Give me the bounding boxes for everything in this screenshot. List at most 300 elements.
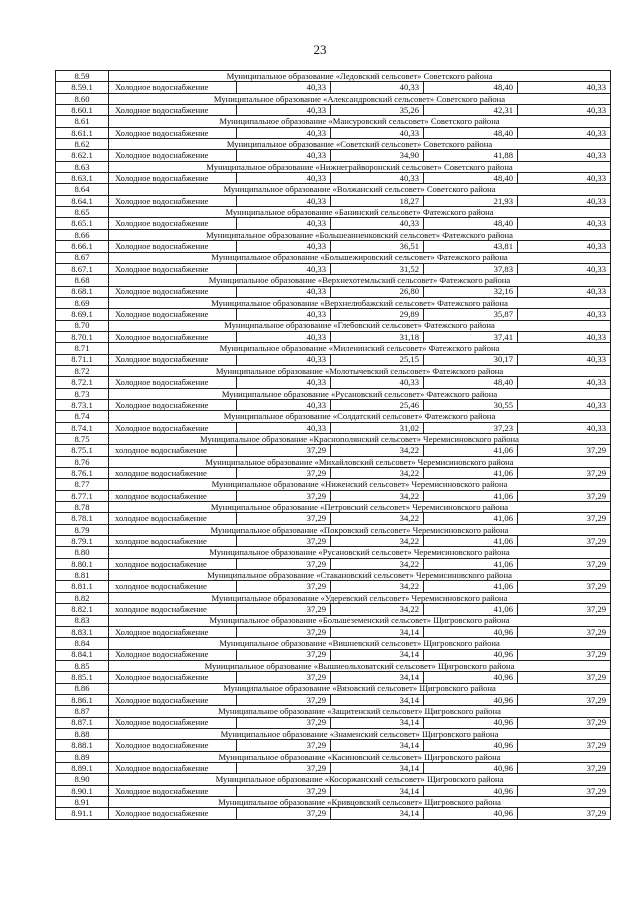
municipality-header-row (56, 638, 611, 649)
tariff-value: 41,06 (424, 445, 518, 456)
tariff-value: 37,29 (237, 558, 331, 569)
tariff-value: 37,29 (237, 626, 331, 637)
tariff-value: 40,33 (518, 331, 611, 342)
tariff-row (56, 286, 611, 297)
municipality-title: Муниципальное образование «Удеревский сельсовет» Черемисиновского района (109, 592, 611, 603)
tariff-value: 40,96 (424, 785, 518, 796)
section-code: 8.71 (56, 343, 109, 354)
municipality-title: Муниципальное образование «Миленинский сельсовет» Фатежского района (109, 343, 611, 354)
tariff-value: 41,88 (424, 150, 518, 161)
tariff-value: 34,14 (331, 717, 424, 728)
row-code: 8.74.1 (56, 422, 109, 433)
municipality-header-row (56, 297, 611, 308)
section-code: 8.80 (56, 547, 109, 558)
service-name: Холодное водоснабжение (109, 105, 237, 116)
tariff-value: 37,29 (518, 626, 611, 637)
row-code: 8.62.1 (56, 150, 109, 161)
tariff-value: 25,15 (331, 354, 424, 365)
tariff-row (56, 241, 611, 252)
section-code: 8.67 (56, 252, 109, 263)
tariff-value: 35,87 (424, 309, 518, 320)
row-code: 8.61.1 (56, 127, 109, 138)
tariff-value: 40,33 (237, 422, 331, 433)
tariff-value: 35,26 (331, 105, 424, 116)
section-code: 8.69 (56, 297, 109, 308)
municipality-title: Муниципальное образование «Кривцовский сельсовет» Щигровского района (109, 797, 611, 808)
municipality-title: Муниципальное образование «Покровский сельсовет» Черемисиновского района (109, 524, 611, 535)
municipality-title: Муниципальное образование «Глебовский сельсовет» Фатежского района (109, 320, 611, 331)
tariff-value: 40,33 (237, 82, 331, 93)
tariff-value: 37,29 (237, 808, 331, 819)
municipality-header-row (56, 660, 611, 671)
section-code: 8.65 (56, 207, 109, 218)
section-code: 8.91 (56, 797, 109, 808)
section-code: 8.63 (56, 161, 109, 172)
row-code: 8.69.1 (56, 309, 109, 320)
tariff-value: 40,33 (237, 173, 331, 184)
section-code: 8.85 (56, 660, 109, 671)
tariff-value: 48,40 (424, 218, 518, 229)
tariff-row (56, 218, 611, 229)
tariff-value: 37,29 (518, 694, 611, 705)
section-code: 8.86 (56, 683, 109, 694)
tariff-value: 18,27 (331, 195, 424, 206)
tariff-row (56, 195, 611, 206)
municipality-header-row (56, 592, 611, 603)
service-name: Холодное водоснабжение (109, 309, 237, 320)
tariff-value: 40,96 (424, 626, 518, 637)
municipality-title: Муниципальное образование «Петровский сельсовет» Черемисиновского района (109, 502, 611, 513)
row-code: 8.77.1 (56, 490, 109, 501)
municipality-header-row (56, 751, 611, 762)
tariff-value: 34,90 (331, 150, 424, 161)
tariff-row (56, 513, 611, 524)
tariff-value: 40,33 (518, 173, 611, 184)
service-name: холодное водоснабжение (109, 558, 237, 569)
municipality-header-row (56, 161, 611, 172)
tariff-row (56, 762, 611, 773)
municipality-title: Муниципальное образование «Вишневский сельсовет» Щигровского района (109, 638, 611, 649)
tariff-value: 34,14 (331, 785, 424, 796)
row-code: 8.63.1 (56, 173, 109, 184)
service-name: Холодное водоснабжение (109, 82, 237, 93)
tariff-value: 37,29 (518, 490, 611, 501)
tariff-value: 37,29 (518, 785, 611, 796)
tariff-value: 21,93 (424, 195, 518, 206)
row-code: 8.68.1 (56, 286, 109, 297)
municipality-header-row (56, 706, 611, 717)
municipality-header-row (56, 615, 611, 626)
tariff-value: 34,22 (331, 536, 424, 547)
tariff-value: 40,33 (237, 241, 331, 252)
tariff-value: 42,31 (424, 105, 518, 116)
municipality-title: Муниципальное образование «Солдатский сельсовет» Фатежского района (109, 411, 611, 422)
municipality-title: Муниципальное образование «Касиновский сельсовет» Щигровского района (109, 751, 611, 762)
tariff-row (56, 604, 611, 615)
service-name: Холодное водоснабжение (109, 218, 237, 229)
row-code: 8.84.1 (56, 649, 109, 660)
tariff-row (56, 536, 611, 547)
service-name: Холодное водоснабжение (109, 785, 237, 796)
municipality-header-row (56, 774, 611, 785)
municipality-title: Муниципальное образование «Вышнеольховатский сельсовет» Щигровского района (109, 660, 611, 671)
municipality-title: Муниципальное образование «Знаменский сельсовет» Щигровского района (109, 728, 611, 739)
tariff-value: 40,96 (424, 762, 518, 773)
tariff-value: 40,96 (424, 649, 518, 660)
tariff-value: 40,33 (331, 218, 424, 229)
tariff-value: 40,96 (424, 672, 518, 683)
tariff-value: 37,29 (518, 558, 611, 569)
tariff-row (56, 740, 611, 751)
tariff-value: 37,29 (518, 717, 611, 728)
tariff-value: 37,83 (424, 263, 518, 274)
municipality-title: Муниципальное образование «Александровский сельсовет» Советского района (109, 93, 611, 104)
section-code: 8.83 (56, 615, 109, 626)
row-code: 8.66.1 (56, 241, 109, 252)
tariff-value: 37,29 (237, 672, 331, 683)
tariff-value: 34,22 (331, 513, 424, 524)
tariff-value: 37,29 (518, 581, 611, 592)
municipality-header-row (56, 797, 611, 808)
row-code: 8.86.1 (56, 694, 109, 705)
tariff-value: 40,33 (518, 399, 611, 410)
tariff-table (55, 70, 611, 820)
tariff-value: 37,29 (237, 581, 331, 592)
row-code: 8.72.1 (56, 377, 109, 388)
municipality-title: Муниципальное образование «Краснополянский сельсовет» Черемисиновского района (109, 434, 611, 445)
tariff-value: 37,23 (424, 422, 518, 433)
service-name: Холодное водоснабжение (109, 626, 237, 637)
section-code: 8.64 (56, 184, 109, 195)
tariff-value: 40,96 (424, 740, 518, 751)
tariff-value: 34,22 (331, 468, 424, 479)
row-code: 8.79.1 (56, 536, 109, 547)
tariff-value: 48,40 (424, 82, 518, 93)
tariff-value: 41,06 (424, 490, 518, 501)
row-code: 8.87.1 (56, 717, 109, 728)
row-code: 8.85.1 (56, 672, 109, 683)
tariff-value: 37,29 (237, 468, 331, 479)
tariff-value: 40,33 (331, 173, 424, 184)
municipality-title: Муниципальное образование «Нижнеграйворонский сельсовет» Советского района (109, 161, 611, 172)
tariff-value: 40,33 (237, 105, 331, 116)
section-code: 8.88 (56, 728, 109, 739)
municipality-title: Муниципальное образование «Мансуровский сельсовет» Советского района (109, 116, 611, 127)
tariff-value: 40,33 (331, 377, 424, 388)
tariff-row (56, 445, 611, 456)
row-code: 8.70.1 (56, 331, 109, 342)
municipality-header-row (56, 71, 611, 82)
row-code: 8.83.1 (56, 626, 109, 637)
municipality-title: Муниципальное образование «Русановский сельсовет» Фатежского района (109, 388, 611, 399)
tariff-value: 40,33 (518, 82, 611, 93)
tariff-row (56, 105, 611, 116)
tariff-value: 40,96 (424, 808, 518, 819)
tariff-value: 34,22 (331, 558, 424, 569)
municipality-title: Муниципальное образование «Михайловский сельсовет» Черемисиновского района (109, 456, 611, 467)
row-code: 8.88.1 (56, 740, 109, 751)
municipality-header-row (56, 365, 611, 376)
row-code: 8.73.1 (56, 399, 109, 410)
tariff-value: 40,33 (237, 331, 331, 342)
tariff-value: 31,52 (331, 263, 424, 274)
tariff-value: 40,96 (424, 717, 518, 728)
tariff-row (56, 694, 611, 705)
tariff-value: 40,33 (237, 309, 331, 320)
section-code: 8.73 (56, 388, 109, 399)
row-code: 8.59.1 (56, 82, 109, 93)
tariff-value: 37,29 (518, 649, 611, 660)
tariff-value: 30,55 (424, 399, 518, 410)
municipality-header-row (56, 411, 611, 422)
service-name: Холодное водоснабжение (109, 241, 237, 252)
tariff-value: 36,51 (331, 241, 424, 252)
tariff-value: 37,29 (518, 762, 611, 773)
municipality-title: Муниципальное образование «Ледовский сельсовет» Советского района (109, 71, 611, 82)
tariff-value: 37,29 (518, 536, 611, 547)
municipality-title: Муниципальное образование «Верхнелюбажский сельсовет» Фатежского района (109, 297, 611, 308)
tariff-row (56, 581, 611, 592)
section-code: 8.60 (56, 93, 109, 104)
tariff-value: 34,14 (331, 626, 424, 637)
tariff-value: 40,33 (518, 218, 611, 229)
tariff-value: 40,96 (424, 694, 518, 705)
tariff-value: 37,29 (237, 762, 331, 773)
section-code: 8.62 (56, 139, 109, 150)
municipality-title: Муниципальное образование «Волжанский сельсовет» Советского района (109, 184, 611, 195)
tariff-value: 32,16 (424, 286, 518, 297)
tariff-value: 40,33 (518, 127, 611, 138)
tariff-value: 40,33 (237, 263, 331, 274)
municipality-header-row (56, 728, 611, 739)
service-name: холодное водоснабжение (109, 490, 237, 501)
section-code: 8.72 (56, 365, 109, 376)
tariff-row (56, 399, 611, 410)
municipality-header-row (56, 229, 611, 240)
section-code: 8.84 (56, 638, 109, 649)
municipality-header-row (56, 479, 611, 490)
municipality-header-row (56, 93, 611, 104)
municipality-header-row (56, 252, 611, 263)
tariff-value: 34,14 (331, 649, 424, 660)
section-code: 8.79 (56, 524, 109, 535)
municipality-header-row (56, 570, 611, 581)
municipality-header-row (56, 547, 611, 558)
tariff-value: 37,29 (518, 604, 611, 615)
service-name: Холодное водоснабжение (109, 377, 237, 388)
municipality-header-row (56, 456, 611, 467)
tariff-value: 34,14 (331, 808, 424, 819)
service-name: холодное водоснабжение (109, 536, 237, 547)
tariff-value: 41,06 (424, 513, 518, 524)
service-name: холодное водоснабжение (109, 513, 237, 524)
tariff-value: 40,33 (518, 422, 611, 433)
tariff-row (56, 82, 611, 93)
tariff-value: 25,46 (331, 399, 424, 410)
municipality-title: Муниципальное образование «Банинский сельсовет» Фатежского района (109, 207, 611, 218)
section-code: 8.61 (56, 116, 109, 127)
municipality-title: Муниципальное образование «Большеанненковский сельсовет» Фатежского района (109, 229, 611, 240)
municipality-header-row (56, 207, 611, 218)
service-name: Холодное водоснабжение (109, 354, 237, 365)
municipality-header-row (56, 139, 611, 150)
section-code: 8.82 (56, 592, 109, 603)
tariff-value: 41,06 (424, 468, 518, 479)
tariff-value: 40,33 (518, 195, 611, 206)
section-code: 8.76 (56, 456, 109, 467)
tariff-row (56, 672, 611, 683)
service-name: Холодное водоснабжение (109, 740, 237, 751)
tariff-value: 34,14 (331, 762, 424, 773)
tariff-value: 40,33 (237, 286, 331, 297)
section-code: 8.81 (56, 570, 109, 581)
tariff-row (56, 422, 611, 433)
tariff-value: 40,33 (237, 218, 331, 229)
section-code: 8.68 (56, 275, 109, 286)
tariff-value: 37,29 (518, 808, 611, 819)
service-name: холодное водоснабжение (109, 468, 237, 479)
municipality-header-row (56, 388, 611, 399)
tariff-value: 37,29 (518, 672, 611, 683)
municipality-title: Муниципальное образование «Стакановский сельсовет» Черемисиновского района (109, 570, 611, 581)
tariff-value: 34,14 (331, 694, 424, 705)
tariff-value: 40,33 (237, 127, 331, 138)
tariff-value: 40,33 (237, 354, 331, 365)
section-code: 8.78 (56, 502, 109, 513)
tariff-row (56, 626, 611, 637)
municipality-header-row (56, 343, 611, 354)
tariff-value: 37,29 (237, 649, 331, 660)
row-code: 8.67.1 (56, 263, 109, 274)
tariff-value: 37,29 (518, 445, 611, 456)
municipality-title: Муниципальное образование «Советский сельсовет» Советского района (109, 139, 611, 150)
service-name: Холодное водоснабжение (109, 173, 237, 184)
section-code: 8.89 (56, 751, 109, 762)
tariff-row (56, 468, 611, 479)
tariff-value: 31,02 (331, 422, 424, 433)
service-name: Холодное водоснабжение (109, 808, 237, 819)
tariff-row (56, 558, 611, 569)
tariff-value: 37,29 (237, 490, 331, 501)
municipality-header-row (56, 320, 611, 331)
tariff-value: 40,33 (518, 150, 611, 161)
row-code: 8.81.1 (56, 581, 109, 592)
municipality-header-row (56, 683, 611, 694)
tariff-value: 37,29 (237, 785, 331, 796)
tariff-value: 34,22 (331, 445, 424, 456)
tariff-value: 34,14 (331, 672, 424, 683)
tariff-value: 41,06 (424, 581, 518, 592)
tariff-value: 37,29 (237, 513, 331, 524)
tariff-value: 43,81 (424, 241, 518, 252)
tariff-value: 40,33 (518, 377, 611, 388)
section-code: 8.77 (56, 479, 109, 490)
service-name: холодное водоснабжение (109, 604, 237, 615)
row-code: 8.89.1 (56, 762, 109, 773)
service-name: Холодное водоснабжение (109, 286, 237, 297)
row-code: 8.65.1 (56, 218, 109, 229)
tariff-row (56, 150, 611, 161)
tariff-row (56, 354, 611, 365)
tariff-value: 48,40 (424, 377, 518, 388)
tariff-row (56, 173, 611, 184)
tariff-value: 37,29 (518, 740, 611, 751)
tariff-value: 37,29 (518, 513, 611, 524)
tariff-value: 40,33 (518, 309, 611, 320)
tariff-value: 34,22 (331, 604, 424, 615)
municipality-header-row (56, 502, 611, 513)
service-name: Холодное водоснабжение (109, 649, 237, 660)
municipality-title: Муниципальное образование «Большежировский сельсовет» Фатежского района (109, 252, 611, 263)
service-name: Холодное водоснабжение (109, 195, 237, 206)
row-code: 8.76.1 (56, 468, 109, 479)
service-name: холодное водоснабжение (109, 445, 237, 456)
tariff-value: 48,40 (424, 173, 518, 184)
municipality-header-row (56, 116, 611, 127)
tariff-value: 48,40 (424, 127, 518, 138)
municipality-title: Муниципальное образование «Ниженский сельсовет» Черемисиновского района (109, 479, 611, 490)
tariff-value: 37,29 (237, 694, 331, 705)
tariff-row (56, 309, 611, 320)
tariff-value: 37,29 (237, 740, 331, 751)
municipality-title: Муниципальное образование «Косоржанский сельсовет» Щигровского района (109, 774, 611, 785)
tariff-value: 40,33 (237, 399, 331, 410)
tariff-value: 26,80 (331, 286, 424, 297)
row-code: 8.78.1 (56, 513, 109, 524)
tariff-value: 29,89 (331, 309, 424, 320)
service-name: Холодное водоснабжение (109, 331, 237, 342)
section-code: 8.75 (56, 434, 109, 445)
municipality-header-row (56, 434, 611, 445)
tariff-row (56, 785, 611, 796)
section-code: 8.90 (56, 774, 109, 785)
tariff-row (56, 377, 611, 388)
row-code: 8.71.1 (56, 354, 109, 365)
tariff-value: 34,14 (331, 740, 424, 751)
tariff-value: 37,29 (237, 536, 331, 547)
tariff-value: 40,33 (518, 286, 611, 297)
municipality-title: Муниципальное образование «Большеземенский сельсовет» Щигровского района (109, 615, 611, 626)
section-code: 8.87 (56, 706, 109, 717)
tariff-value: 37,29 (518, 468, 611, 479)
tariff-row (56, 649, 611, 660)
tariff-value: 41,06 (424, 558, 518, 569)
tariff-value: 40,33 (331, 82, 424, 93)
tariff-row (56, 808, 611, 819)
tariff-value: 37,29 (237, 604, 331, 615)
municipality-title: Муниципальное образование «Защитенский сельсовет» Щигровского района (109, 706, 611, 717)
section-code: 8.70 (56, 320, 109, 331)
tariff-value: 40,33 (237, 377, 331, 388)
tariff-row (56, 717, 611, 728)
municipality-title: Муниципальное образование «Верхнехотемльский сельсовет» Фатежского района (109, 275, 611, 286)
municipality-title: Муниципальное образование «Русановский сельсовет» Черемисиновского района (109, 547, 611, 558)
tariff-value: 40,33 (237, 150, 331, 161)
service-name: холодное водоснабжение (109, 581, 237, 592)
row-code: 8.60.1 (56, 105, 109, 116)
tariff-value: 40,33 (518, 105, 611, 116)
tariff-value: 31,18 (331, 331, 424, 342)
tariff-row (56, 331, 611, 342)
section-code: 8.74 (56, 411, 109, 422)
row-code: 8.90.1 (56, 785, 109, 796)
tariff-value: 40,33 (518, 263, 611, 274)
service-name: Холодное водоснабжение (109, 762, 237, 773)
section-code: 8.66 (56, 229, 109, 240)
table-body (56, 71, 611, 820)
tariff-value: 30,17 (424, 354, 518, 365)
tariff-value: 37,29 (237, 717, 331, 728)
